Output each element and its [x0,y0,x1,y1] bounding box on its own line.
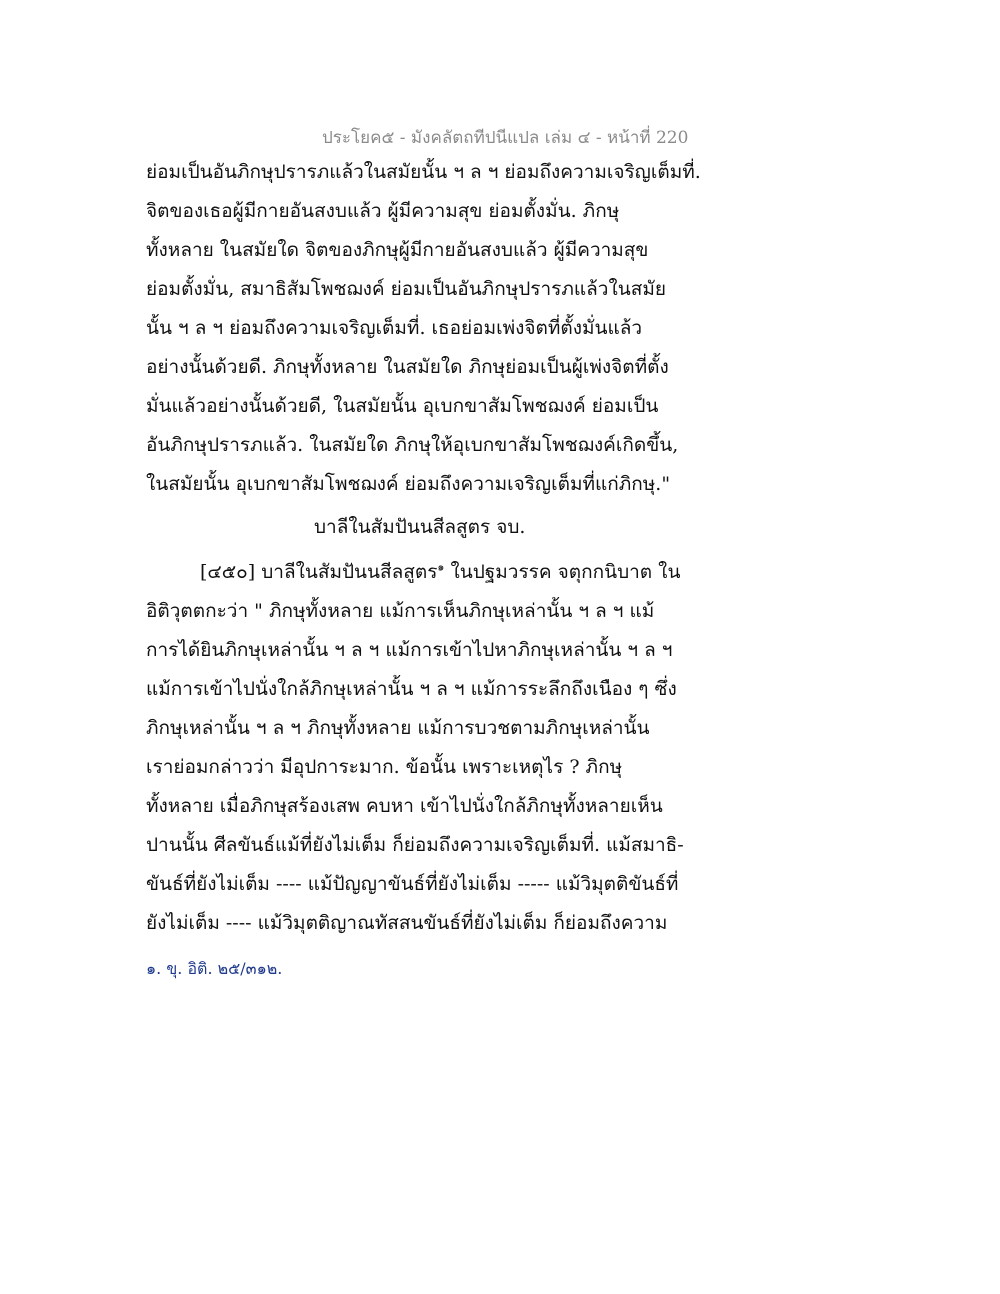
text-line: ในสมัยนั้น อุเบกขาสัมโพชฌงค์ ย่อมถึงความเจริญเต็มที่แก่ภิกษุ." [146,473,671,495]
section-first-line-text: บาลีในสัมปันนสีลสูตร [261,561,438,583]
section-first-line [200,560,680,584]
text-line: เราย่อมกล่าวว่า มีอุปการะมาก. ข้อนั้น เพราะเหตุไร ? ภิกษุ [146,756,623,778]
footnote-marker: ๑ [437,560,445,574]
text-line: ย่อมเป็นอันภิกษุปรารภแล้วในสมัยนั้น ฯ ล ฯ ย่อมถึงความเจริญเต็มที่. [146,161,701,183]
running-header: ประโยค๕ - มังคลัตถทีปนีแปล เล่ม ๔ - หน้าที่ 220 [322,128,689,148]
text-line: มั่นแล้วอย่างนั้นด้วยดี, ในสมัยนั้น อุเบกขาสัมโพชฌงค์ ย่อมเป็น [146,395,659,417]
text-line: ยังไม่เต็ม ---- แม้วิมุตติญาณทัสสนขันธ์ที่ยังไม่เต็ม ก็ย่อมถึงความ [146,912,668,934]
section-first-line-rest: ในปฐมวรรค จตุกกนิบาต ใน [444,561,681,583]
text-line: จิตของเธอผู้มีกายอันสงบแล้ว ผู้มีความสุข ย่อมตั้งมั่น. ภิกษุ [146,200,620,222]
sutta-closing-title: บาลีในสัมปันนสีลสูตร จบ. [314,516,526,538]
text-line: ภิกษุเหล่านั้น ฯ ล ฯ ภิกษุทั้งหลาย แม้การบวชตามภิกษุเหล่านั้น [146,717,650,739]
text-line: อันภิกษุปรารภแล้ว. ในสมัยใด ภิกษุให้อุเบกขาสัมโพชฌงค์เกิดขึ้น, [146,434,679,456]
section-number: [๔๕๐] [200,561,256,583]
text-line: ทั้งหลาย เมื่อภิกษุสร้องเสพ คบหา เข้าไปนั่งใกล้ภิกษุทั้งหลายเห็น [146,795,663,817]
text-line: การได้ยินภิกษุเหล่านั้น ฯ ล ฯ แม้การเข้าไปหาภิกษุเหล่านั้น ฯ ล ฯ [146,639,673,661]
footnote: ๑. ขุ. อิติ. ๒๕/๓๑๒. [146,959,283,978]
text-line: ปานนั้น ศีลขันธ์แม้ที่ยังไม่เต็ม ก็ย่อมถึงความเจริญเต็มที่. แม้สมาธิ- [146,834,684,856]
text-line: อิติวุตตกะว่า " ภิกษุทั้งหลาย แม้การเห็นภิกษุเหล่านั้น ฯ ล ฯ แม้ [146,600,655,622]
text-line: ขันธ์ที่ยังไม่เต็ม ---- แม้ปัญญาขันธ์ที่ยังไม่เต็ม ----- แม้วิมุตติขันธ์ที่ [146,873,679,895]
text-line: นั้น ฯ ล ฯ ย่อมถึงความเจริญเต็มที่. เธอย่อมเพ่งจิตที่ตั้งมั่นแล้ว [146,317,643,339]
text-line: ย่อมตั้งมั่น, สมาธิสัมโพชฌงค์ ย่อมเป็นอันภิกษุปรารภแล้วในสมัย [146,278,666,300]
text-line: ทั้งหลาย ในสมัยใด จิตของภิกษุผู้มีกายอันสงบแล้ว ผู้มีความสุข [146,239,649,261]
text-line: แม้การเข้าไปนั่งใกล้ภิกษุเหล่านั้น ฯ ล ฯ แม้การระลึกถึงเนือง ๆ ซึ่ง [146,678,677,700]
text-line: อย่างนั้นด้วยดี. ภิกษุทั้งหลาย ในสมัยใด ภิกษุย่อมเป็นผู้เพ่งจิตที่ตั้ง [146,356,669,378]
